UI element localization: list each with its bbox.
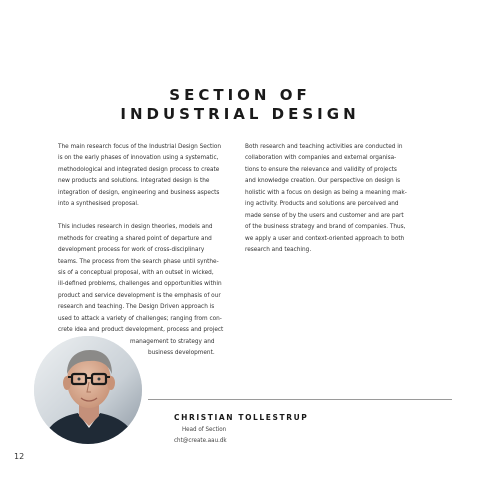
text-line: methodological and integrated design process to create (58, 164, 220, 173)
text-line: ing activity. Products and solutions are perceived and (245, 199, 399, 208)
text-line: made sense of by the users and customer and are part (245, 210, 404, 219)
left-text-column (58, 141, 250, 359)
text-line: tions to ensure the relevance and validity of projects (245, 164, 397, 173)
text-line: methods for creating a shared point of departure and (58, 233, 212, 242)
text-line: into a synthesised proposal. (58, 199, 139, 208)
text-line: used to attack a variety of challenges; ranging from con- (58, 313, 222, 322)
right-text-column (245, 141, 437, 256)
text-line: product and service development is the emphasis of our (58, 290, 221, 299)
text-line: is on the early phases of innovation using a systematic, (58, 153, 219, 162)
text-line: This includes research in design theories, models and (58, 222, 213, 231)
text-line: new products and solutions. Integrated design is the (58, 176, 210, 185)
text-line: integration of design, engineering and business aspects (58, 187, 220, 196)
portrait-photo (34, 336, 142, 444)
portrait-image (34, 336, 142, 444)
text-line: and knowledge creation. Our perspective on design is (245, 176, 401, 185)
section-title-line-2: INDUSTRIAL DESIGN (120, 105, 360, 123)
text-line: crete idea and product development, process and project (58, 325, 224, 334)
person-name: CHRISTIAN TOLLESTRUP (174, 413, 309, 422)
text-line: research and teaching. The Design Driven approach is (58, 302, 215, 311)
page-number: 12 (14, 452, 25, 461)
text-line: research and teaching. (245, 245, 312, 254)
divider-line (148, 399, 452, 400)
section-title (0, 86, 480, 124)
text-line: development process for work of cross-disciplinary (58, 245, 205, 254)
text-line: Both research and teaching activities are conducted in (245, 142, 403, 150)
text-line: The main research focus of the Industrial Design Section (58, 142, 222, 150)
person-role: Head of Section (182, 426, 227, 433)
text-line: business development. (148, 348, 215, 357)
text-line: sis of a conceptual proposal, with an outset in wicked, (58, 267, 214, 276)
person-email[interactable]: cht@create.aau.dk (174, 437, 227, 444)
text-line: ill-defined problems, challenges and opportunities within (58, 279, 222, 288)
section-title-line-1: SECTION OF (169, 86, 311, 104)
text-line: holistic with a focus on design as being a meaning mak- (245, 187, 407, 196)
text-line: of the business strategy and brand of companies. Thus, (245, 222, 406, 231)
text-line: teams. The process from the search phase until synthe- (58, 256, 219, 265)
text-line: we apply a user and context-oriented approach to both (245, 233, 405, 242)
text-line: collaboration with companies and external organisa- (245, 153, 397, 162)
text-line: management to strategy and (130, 336, 215, 345)
